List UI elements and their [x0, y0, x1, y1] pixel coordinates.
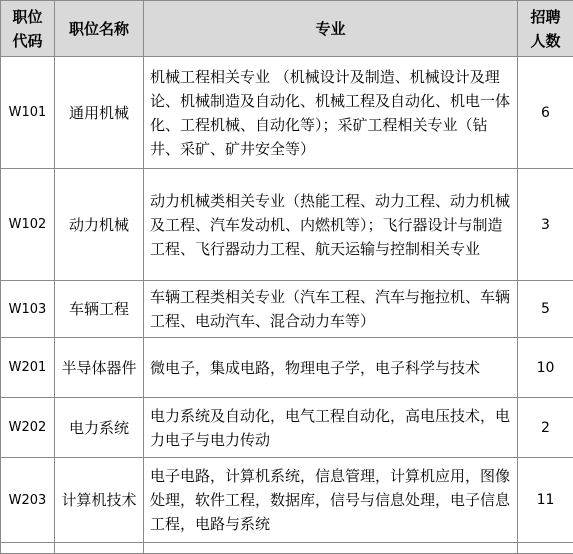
- position-major: 微电子，集成电路，物理电子学，电子科学与技术: [144, 338, 518, 398]
- header-name: 职位名称: [55, 1, 144, 57]
- header-count: 招聘 人数: [518, 1, 573, 57]
- position-major: 机械工程相关专业 （机械设计及制造、机械设计及理论、机械制造及自动化、机械工程及自动化、机电一体化、工程机械、自动化等）；采矿工程相关专业（钻井、采矿、矿井安全等）: [144, 57, 518, 169]
- empty-cell: [1, 543, 55, 554]
- table-row: [1, 458, 573, 543]
- empty-cell: [55, 543, 144, 554]
- position-code: W202: [1, 398, 55, 458]
- table-row: [1, 169, 573, 281]
- position-code: W103: [1, 281, 55, 338]
- position-code: W203: [1, 458, 55, 543]
- position-count: 10: [518, 338, 573, 398]
- table-row: [1, 57, 573, 169]
- position-name: 车辆工程: [55, 281, 144, 338]
- position-count: 11: [518, 458, 573, 543]
- position-major: 电力系统及自动化，电气工程自动化，高电压技术，电力电子与电力传动: [144, 398, 518, 458]
- table-row: [1, 281, 573, 338]
- header-code: 职位 代码: [1, 1, 55, 57]
- position-count: 5: [518, 281, 573, 338]
- position-major: 动力机械类相关专业（热能工程、动力工程、动力机械及工程、汽车发动机、内燃机等）；飞行器设计与制造工程、飞行器动力工程、航天运输与控制相关专业: [144, 169, 518, 281]
- position-major: 电子电路，计算机系统，信息管理，计算机应用，图像处理，软件工程，数据库，信号与信息处理，电子信息工程，电路与系统: [144, 458, 518, 543]
- position-code: W102: [1, 169, 55, 281]
- position-name: 通用机械: [55, 57, 144, 169]
- empty-cell: [518, 543, 573, 554]
- table-row: [1, 338, 573, 398]
- header-major: 专业: [144, 1, 518, 57]
- empty-cell: [144, 543, 518, 554]
- header-row: [1, 1, 573, 57]
- table-row: [1, 398, 573, 458]
- position-name: 计算机技术: [55, 458, 144, 543]
- position-major: 车辆工程类相关专业（汽车工程、汽车与拖拉机、车辆工程、电动汽车、混合动力车等）: [144, 281, 518, 338]
- position-code: W101: [1, 57, 55, 169]
- position-count: 6: [518, 57, 573, 169]
- position-name: 电力系统: [55, 398, 144, 458]
- position-name: 半导体器件: [55, 338, 144, 398]
- position-count: 2: [518, 398, 573, 458]
- table-row-partial: [1, 543, 573, 554]
- position-count: 3: [518, 169, 573, 281]
- position-code: W201: [1, 338, 55, 398]
- position-name: 动力机械: [55, 169, 144, 281]
